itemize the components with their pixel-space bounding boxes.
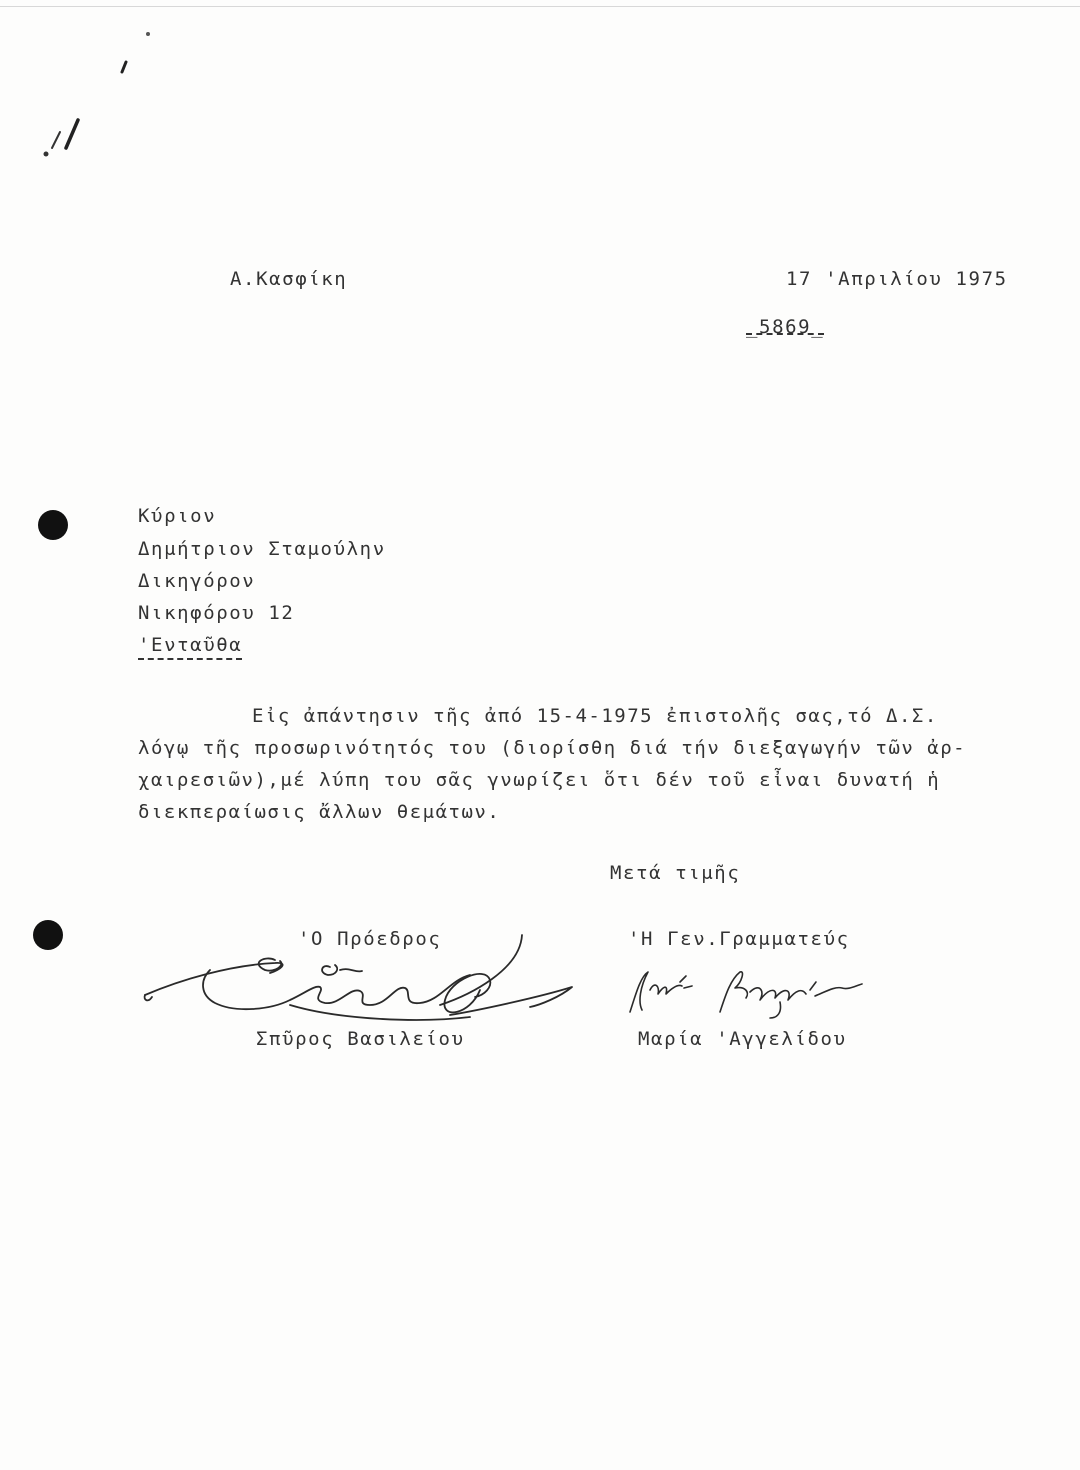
recipient-city: 'Ενταῦθα [138, 634, 242, 660]
president-signature [140, 925, 580, 1040]
recipient-profession: Δικηγόρον [138, 570, 256, 592]
punch-hole-bottom [33, 920, 63, 950]
reference-number: _5869_ [746, 316, 825, 338]
president-title: 'Ο Πρόεδρος [298, 928, 442, 950]
ink-speck-marks [30, 20, 150, 170]
page-top-edge [0, 6, 1080, 7]
letter-date: 17 'Απριλίου 1975 [786, 268, 1008, 290]
secretary-signature [620, 962, 870, 1022]
president-name: Σπῦρος Βασιλείου [256, 1028, 465, 1050]
body-line: Εἰς ἀπάντησιν τῆς ἀπό 15-4-1975 ἐπιστολῆς σας,τό Δ.Σ. [252, 705, 938, 727]
secretary-name: Μαρία 'Αγγελίδου [638, 1028, 847, 1050]
sender-reference: Α.Κασφίκη [230, 268, 348, 290]
body-line: χαιρεσιῶν),μέ λύπη του σᾶς γνωρίζει ὅτι δέν τοῦ εἶναι δυνατή ἡ [138, 769, 941, 791]
recipient-street: Νικηφόρου 12 [138, 602, 295, 624]
closing-greeting: Μετά τιμῆς [610, 862, 741, 884]
body-line: λόγῳ τῆς προσωρινότητός του (διορίσθη διά τήν διεξαγωγήν τῶν ἀρ- [138, 737, 967, 759]
recipient-name: Δημήτριον Σταμούλην [138, 538, 386, 560]
secretary-title: 'Η Γεν.Γραμματεύς [628, 928, 850, 950]
punch-hole-top [38, 510, 68, 540]
recipient-salutation: Κύριον [138, 505, 217, 527]
letter-body [138, 700, 978, 828]
body-line: διεκπεραίωσις ἄλλων θεμάτων. [138, 801, 501, 823]
